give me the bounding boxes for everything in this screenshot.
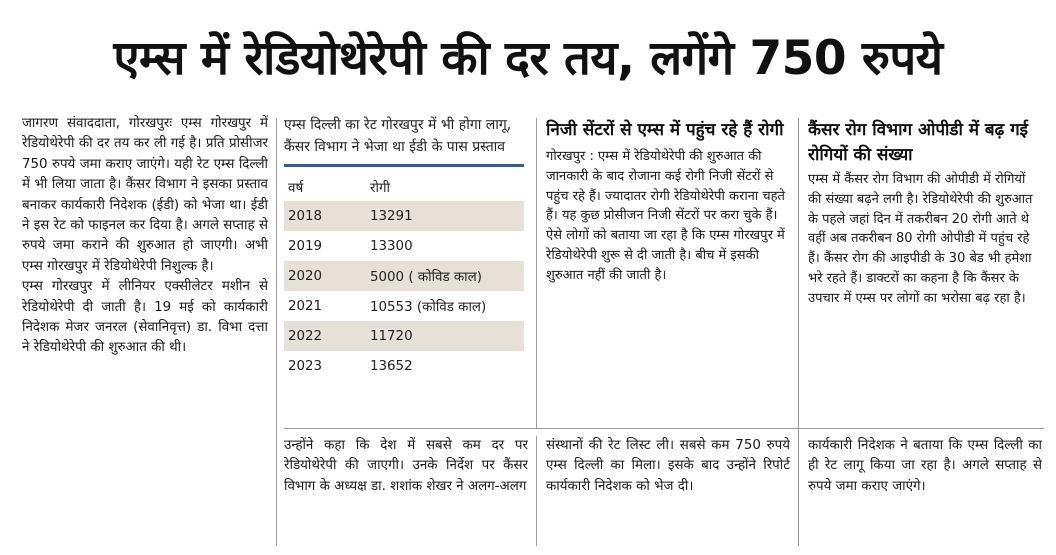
column-header-year: वर्ष bbox=[288, 181, 304, 196]
patients-cell: 5000 ( कोविड काल) bbox=[366, 261, 524, 291]
column-divider bbox=[536, 436, 537, 546]
opd-body: एम्स में कैंसर रोग विभाग की ओपीडी में रोगियों की संख्या बढ़ने लगी है। रेडियोथेरेपी की शुरुआत के पहले जहां दिन में तकरीबन 20 रोगी आते थे वहीं अब तकरीबन 80 रोगी ओपीडी में पहुंच रहे हैं। कैंसर रोग की आइपीडी के 30 बेड भी हमेशा भरे रहते हैं। डाक्टरों का कहना है कि कैंसर के उपचार में एम्स पर लोगों का भरोसा बढ़ रहा है। bbox=[808, 172, 1033, 306]
table-row bbox=[284, 321, 524, 351]
column-header-patients: रोगी bbox=[370, 181, 390, 196]
patient-stats-box bbox=[284, 114, 524, 428]
table-row bbox=[284, 291, 524, 321]
patient-count-table bbox=[284, 173, 524, 381]
private-centres-story bbox=[546, 118, 790, 428]
opd-story bbox=[808, 118, 1042, 428]
column-divider bbox=[798, 118, 799, 546]
section-divider bbox=[284, 428, 1044, 429]
patients-cell: 10553 (कोविड काल) bbox=[370, 300, 487, 315]
patients-cell: 11720 bbox=[366, 321, 524, 351]
year-cell: 2019 bbox=[288, 238, 323, 254]
patients-cell: 13652 bbox=[370, 358, 413, 374]
table-row bbox=[284, 351, 524, 381]
year-cell: 2022 bbox=[284, 321, 366, 351]
table-header-row bbox=[284, 173, 524, 201]
year-cell: 2018 bbox=[284, 201, 366, 231]
opd-heading: कैंसर रोग विभाग ओपीडी में बढ़ गई रोगियों की संख्या bbox=[808, 120, 1029, 165]
stats-box-rule bbox=[284, 164, 524, 167]
story-continuation-2: उन्होंने कहा कि देश में सबसे कम दर पर रेडियोथेरेपी की जाएगी। उनके निर्देश पर कैंसर विभाग के अध्यक्ष डा. शशांक शेखर ने अलग-अलग bbox=[284, 438, 528, 494]
private-centres-heading: निजी सेंटरों से एम्स में पहुंच रहे हैं रोगी bbox=[546, 120, 784, 140]
main-story-paragraph-2: एम्स गोरखपुर में लीनियर एक्सीलेटर मशीन से रेडियोथेरेपी दी जाती है। 19 मई को कार्यकारी निदेशक मेजर जनरल (सेवानिवृत्त) डा. विभा दत्ता ने रेडियोथेरेपी की शुरुआत की थी। bbox=[22, 279, 268, 356]
year-cell: 2020 bbox=[284, 261, 366, 291]
private-centres-body: गोरखपुर : एम्स में रेडियोथेरेपी की शुरुआत की जानकारी के बाद रोजाना कई रोगी निजी सेंटरों से पहुंच रहे हैं। ज्यादातर रोगी रेडियोथेरेपी कराना चहते हैं। यह कुछ प्रोसीजन निजी सेंटरों पर करा चुके हैं। ऐसे लोगों को बताया जा रहा है कि एम्स गोरखपुर में रेडियोथेरेपी शुरू से दी जाती है। बीच में इसकी शुरुआत नहीं की जाती है। bbox=[546, 149, 785, 283]
patients-cell: 13291 bbox=[366, 201, 524, 231]
column-main-story bbox=[22, 114, 268, 546]
main-story-paragraph-1: जागरण संवाददाता, गोरखपुरः एम्स गोरखपुर में रेडियोथेरेपी की दर तय कर ली गई है। प्रति प्रोसीजर 750 रुपये जमा कराए जाएंगे। यही रेट एम्स दिल्ली में भी लिया जाता है। कैंसर विभाग ने इसका प्रस्ताव बनाकर कार्यकारी निदेशक (ईडी) को भेजा था। ईडी ने इस रेट को फाइनल कर दिया है। अगले सप्ताह से रुपये जमा कराने की शुरुआत हो जाएगी। अभी एम्स गोरखपुर में रेडियोथेरेपी निशुल्क है। bbox=[22, 116, 268, 274]
table-row bbox=[284, 231, 524, 261]
story-continuation-4: कार्यकारी निदेशक ने बताया कि एम्स दिल्ली का ही रेट लागू किया जा रहा है। अगले सप्ताह से रुपये जमा कराए जाएंगे। bbox=[808, 438, 1042, 494]
column-divider bbox=[536, 118, 537, 428]
table-row bbox=[284, 261, 524, 291]
stats-box-heading: एम्स दिल्ली का रेट गोरखपुर में भी होगा लागू, कैंसर विभाग ने भेजा था ईडी के पास प्रस्ताव bbox=[284, 117, 512, 155]
year-cell: 2023 bbox=[288, 358, 323, 374]
column-divider bbox=[276, 118, 277, 546]
table-row bbox=[284, 201, 524, 231]
story-continuation-3: संस्थानों की रेट लिस्ट ली। सबसे कम 750 रुपये एम्स दिल्ली का मिला। इसके बाद उन्होंने रिपोर्ट कार्यकारी निदेशक को भेज दी। bbox=[546, 438, 790, 494]
headline: एम्स में रेडियोथेरेपी की दर तय, लगेंगे 750 रुपये bbox=[113, 31, 943, 86]
patients-cell: 13300 bbox=[370, 238, 413, 254]
year-cell: 2021 bbox=[288, 298, 323, 314]
